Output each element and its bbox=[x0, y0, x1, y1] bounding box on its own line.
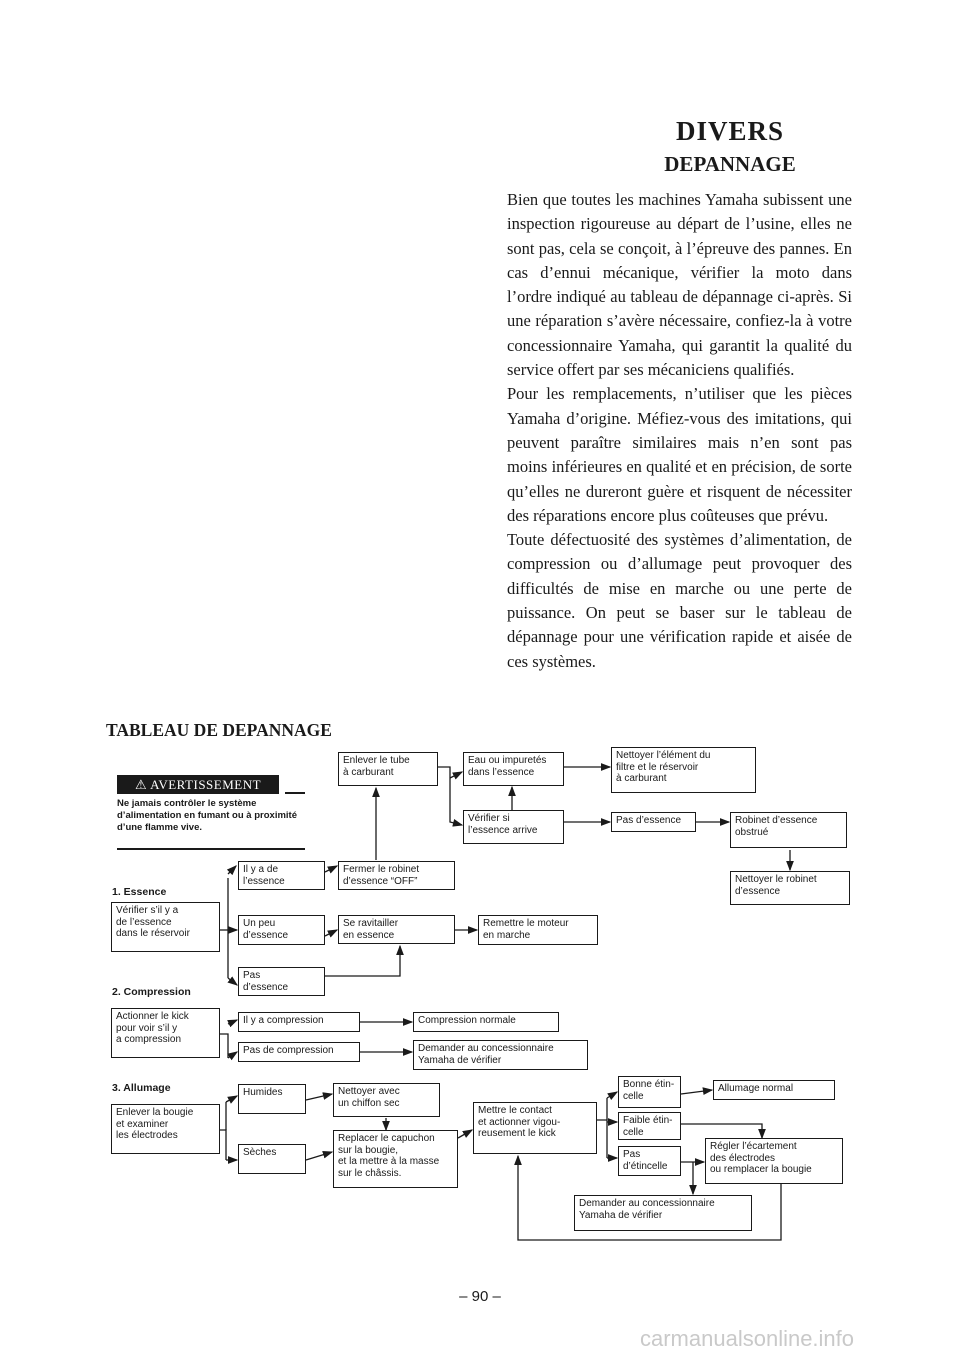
box-has-compression: Il y a compression bbox=[238, 1012, 360, 1032]
box-has-fuel: Il y a de l’essence bbox=[238, 861, 325, 890]
box-close-tap: Fermer le robinet d’essence “OFF” bbox=[338, 861, 455, 890]
intro-paragraph-3: Toute défectuosité des systèmes d’alimentation, de compression ou d’allumage peut provoquer des difficultés de mise en marche ou une perte de puissance. On peut se baser sur le tableau de dépannage pour une vérification rapide et aisée de ces systèmes. bbox=[507, 530, 852, 671]
box-dealer-check-2: Demander au concessionnaire Yamaha de vérifier bbox=[574, 1195, 752, 1231]
box-no-compression: Pas de compression bbox=[238, 1042, 360, 1062]
box-good-spark: Bonne étin- celle bbox=[618, 1076, 681, 1108]
table-title: TABLEAU DE DEPANNAGE bbox=[106, 720, 332, 740]
box-little-fuel: Un peu d’essence bbox=[238, 915, 325, 945]
section-label-fuel: 1. Essence bbox=[112, 886, 167, 898]
box-no-spark: Pas d’étincelle bbox=[618, 1146, 681, 1176]
box-check-fuel: Vérifier s’il y a de l’essence dans le réservoir bbox=[111, 902, 220, 952]
box-kick-check: Actionner le kick pour voir s’il y a compression bbox=[111, 1008, 220, 1058]
box-dry: Sèches bbox=[238, 1144, 306, 1174]
box-normal-ignition: Allumage normal bbox=[713, 1080, 835, 1100]
box-wet: Humides bbox=[238, 1084, 306, 1114]
box-clean-filter: Nettoyer l’élément du filtre et le réservoir à carburant bbox=[611, 747, 756, 793]
box-remove-plug: Enlever la bougie et examiner les électrodes bbox=[111, 1104, 220, 1154]
box-refuel: Se ravitailler en essence bbox=[338, 915, 455, 944]
box-wipe: Nettoyer avec un chiffon sec bbox=[333, 1083, 440, 1117]
box-weak-spark: Faible étin- celle bbox=[618, 1112, 681, 1140]
box-normal-compression: Compression normale bbox=[413, 1012, 559, 1032]
section-title: DIVERS bbox=[675, 116, 785, 146]
intro-paragraph-2: Pour les remplacements, n’utiliser que les pièces Yamaha d’origine. Méfiez-vous des imitations, qui peuvent paraître similaires mais n’en sont pas moins inférieures en qualité et en précision, de sorte qu’elles ne dureront guère et risquent de nécessiter des réparations encore plus coûteuses que prévu. bbox=[507, 384, 852, 525]
box-clean-tap: Nettoyer le robinet d’essence bbox=[730, 871, 850, 905]
box-remove-tube: Enlever le tube à carburant bbox=[338, 752, 438, 786]
section-label-compression: 2. Compression bbox=[112, 986, 191, 998]
box-replace-cap: Replacer le capuchon sur la bougie, et la mettre à la masse sur le châssis. bbox=[333, 1130, 458, 1188]
subsection-title: DEPANNAGE bbox=[664, 152, 796, 176]
box-tap-clogged: Robinet d’essence obstrué bbox=[730, 812, 847, 848]
box-no-fuel-flow: Pas d’essence bbox=[611, 812, 696, 832]
box-check-flow: Vérifier si l’essence arrive bbox=[463, 810, 564, 844]
box-dealer-check: Demander au concessionnaire Yamaha de vérifier bbox=[413, 1040, 588, 1070]
warning-text: Ne jamais contrôler le système d’alimentation en fumant ou à proximité d’une flamme vive. bbox=[117, 798, 297, 833]
box-restart: Remettre le moteur en marche bbox=[478, 915, 598, 945]
box-contact-kick: Mettre le contact et actionner vigou- reusement le kick bbox=[473, 1102, 597, 1154]
section-label-ignition: 3. Allumage bbox=[112, 1082, 171, 1094]
intro-paragraph-1: Bien que toutes les machines Yamaha subissent une inspection rigoureuse au départ de l’usine, elles ne sont pas, cela se conçoit, à l’épreuve des pannes. En cas d’ennui mécanique, vérifier la moto dans l’ordre indiqué au tableau de dépannage ci-après. Si une réparation s’avère nécessaire, confiez-la à votre concessionnaire Yamaha, qui garantit la qualité du service offert par ses mécaniciens qualifiés. bbox=[507, 190, 852, 380]
box-adjust-gap: Régler l’écartement des électrodes ou remplacer la bougie bbox=[705, 1138, 843, 1184]
page-number: – 90 – bbox=[459, 1288, 501, 1305]
warning-badge: ⚠ AVERTISSEMENT bbox=[117, 775, 279, 794]
watermark: carmanualsonline.info bbox=[640, 1326, 855, 1351]
box-water: Eau ou impuretés dans l’essence bbox=[463, 752, 564, 786]
box-no-fuel: Pas d’essence bbox=[238, 967, 325, 996]
